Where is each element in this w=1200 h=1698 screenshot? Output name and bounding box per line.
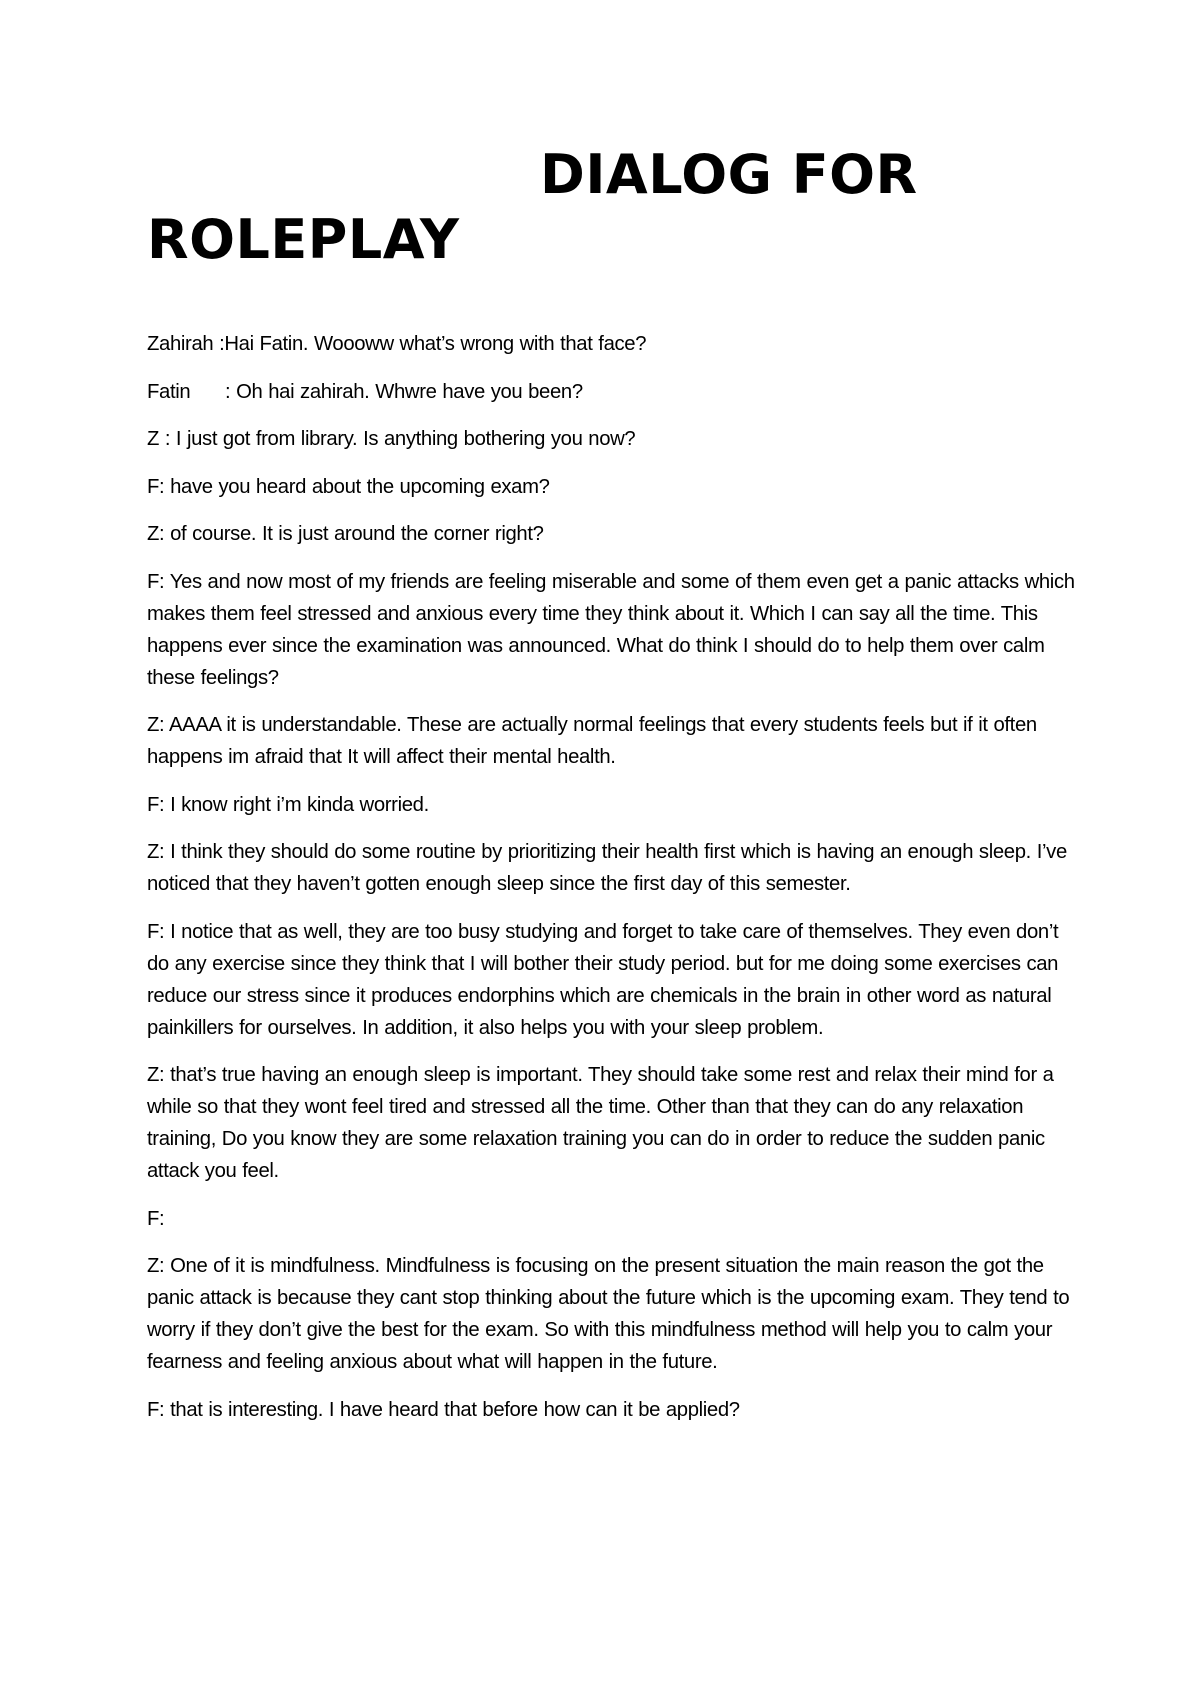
dialog-line: F: have you heard about the upcoming exam? xyxy=(147,475,550,498)
dialog-line: F: Yes and now most of my friends are feeling miserable and some of them even get a panic attacks which makes them feel stressed and anxious every time they think about it. Which I can say all the time. This happens ever since the examination was announced. What do think I should do to help them over calm these feelings? xyxy=(147,570,1075,689)
dialog-line: F: that is interesting. I have heard that before how can it be applied? xyxy=(147,1398,740,1421)
dialog-line: Z: that’s true having an enough sleep is important. They should take some rest and relax their mind for a while so that they wont feel tired and stressed all the time. Other than that they can do any relaxation training, Do you know they are some relaxation training you can do in order to reduce the sudden panic attack you feel. xyxy=(147,1064,1054,1182)
dialog-line: Z: I think they should do some routine by prioritizing their health first which is having an enough sleep. I’ve noticed that they haven’t gotten enough sleep since the first day of this semester. xyxy=(147,841,1067,895)
dialog-body xyxy=(147,328,1077,1441)
dialog-line: F: xyxy=(147,1207,165,1230)
dialog-line: F: I notice that as well, they are too busy studying and forget to take care of themselves. They even don’t do any exercise since they think that I will bother their study period. but for me doing some exercises can reduce our stress since it produces endorphins which are chemicals in the brain in other word as natural painkillers for ourselves. In addition, it also helps you with your sleep problem. xyxy=(147,920,1059,1039)
dialog-line: F: I know right i’m kinda worried. xyxy=(147,793,429,816)
dialog-line: Z : I just got from library. Is anything bothering you now? xyxy=(147,428,636,450)
document-title: DIALOG FOR ROLEPLAY xyxy=(147,143,918,271)
dialog-line: Fatin : Oh hai zahirah. Whwre have you been? xyxy=(147,380,583,403)
dialog-line: Z: AAAA it is understandable. These are actually normal feelings that every students feels but if it often happens im afraid that It will affect their mental health. xyxy=(147,714,1037,768)
dialog-line: Zahirah :Hai Fatin. Woooww what’s wrong with that face? xyxy=(147,333,647,355)
dialog-line: Z: One of it is mindfulness. Mindfulness is focusing on the present situation the main reason the got the panic attack is because they cant stop thinking about the future which is the upcoming exam. They tend to worry if they don’t give the best for the exam. So with this mindfulness method will help you to calm your fearness and feeling anxious about what will happen in the future. xyxy=(147,1255,1070,1373)
dialog-line: Z: of course. It is just around the corner right? xyxy=(147,523,544,545)
